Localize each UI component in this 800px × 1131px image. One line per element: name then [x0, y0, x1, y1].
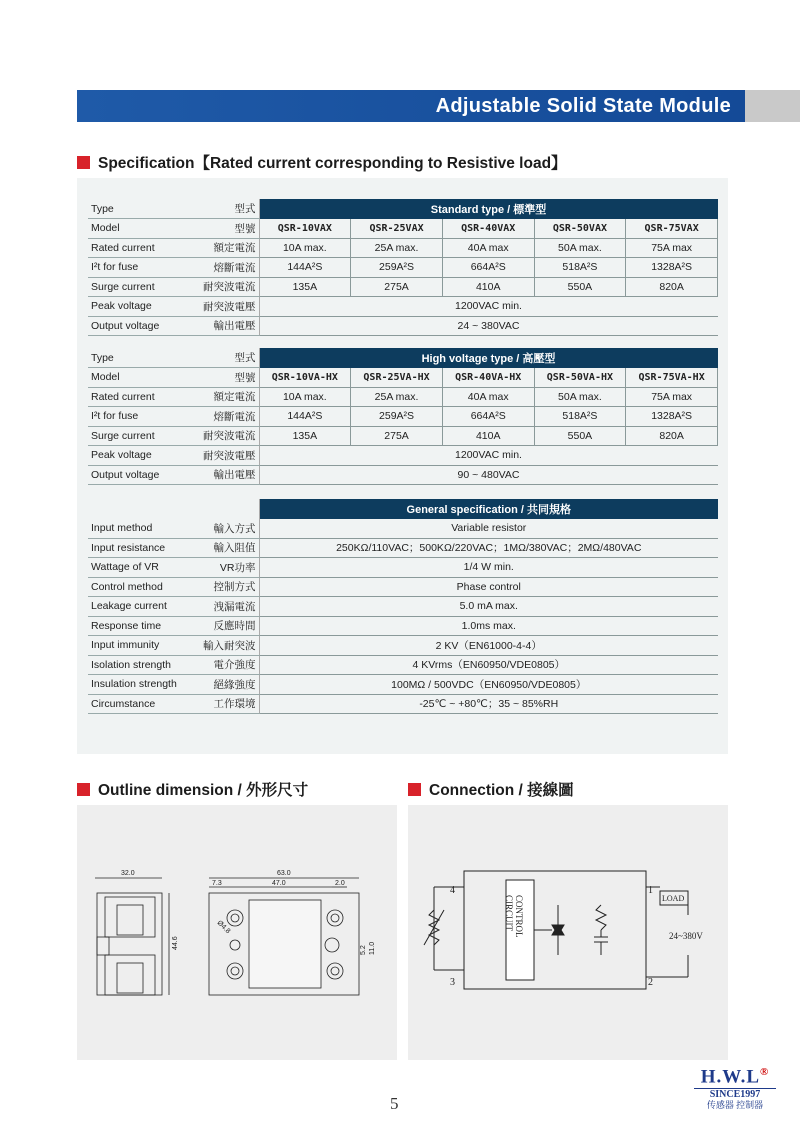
value-cell: 259A²S: [351, 407, 443, 427]
value-cell: 24 ~ 380VAC: [259, 316, 718, 336]
row-label-zh: 輸出電壓: [200, 316, 259, 336]
value-cell: 100MΩ / 500VDC（EN60950/VDE0805）: [259, 675, 718, 695]
table-row: [88, 577, 718, 597]
blank-cell: [88, 499, 200, 519]
value-cell: Phase control: [259, 577, 718, 597]
value-cell: 259A²S: [351, 258, 443, 278]
model-cell: QSR-50VAX: [534, 219, 626, 239]
connection-heading: [408, 778, 574, 800]
hwl-logo: [694, 1066, 776, 1110]
table-row: [88, 519, 718, 539]
logo-reg: ®: [760, 1066, 770, 1078]
banner-accent: [745, 90, 800, 122]
value-cell: 275A: [351, 426, 443, 446]
row-label-zh: 型式: [200, 348, 259, 368]
dim-edge: 2.0: [335, 880, 345, 887]
table-row: [88, 446, 718, 466]
row-label: Insulation strength: [88, 675, 200, 695]
table-row: [88, 258, 718, 278]
value-cell: 40A max: [442, 238, 534, 258]
dim-offset: 7.3: [212, 880, 222, 887]
standard-type-table: [88, 199, 718, 336]
value-cell: 820A: [626, 426, 718, 446]
value-cell: 664A²S: [442, 258, 534, 278]
red-square-icon: [77, 783, 90, 796]
terminal-3: 3: [450, 977, 455, 988]
value-cell: 1328A²S: [626, 407, 718, 427]
value-cell: 144A²S: [259, 258, 351, 278]
row-label: Peak voltage: [88, 446, 200, 466]
row-label: I²t for fuse: [88, 407, 200, 427]
value-cell: 1/4 W min.: [259, 558, 718, 578]
table-row: [88, 636, 718, 656]
table-row: [88, 616, 718, 636]
value-cell: 4 KVrms（EN60950/VDE0805）: [259, 655, 718, 675]
title-banner: [77, 90, 800, 122]
row-label-zh: 輸入方式: [200, 519, 259, 539]
terminal-2: 2: [648, 977, 653, 988]
row-label-zh: 絕緣強度: [200, 675, 259, 695]
control-label: CONTROL: [514, 895, 524, 938]
row-label-zh: 型式: [200, 199, 259, 219]
circuit-label: CIRCUIT: [504, 895, 514, 931]
row-label: Type: [88, 348, 200, 368]
value-cell: 550A: [534, 426, 626, 446]
row-label: Control method: [88, 577, 200, 597]
model-cell: QSR-75VA-HX: [626, 368, 718, 388]
value-cell: 1328A²S: [626, 258, 718, 278]
row-label-zh: 輸入阻值: [200, 538, 259, 558]
row-label: Model: [88, 219, 200, 239]
red-square-icon: [408, 783, 421, 796]
value-cell: Variable resistor: [259, 519, 718, 539]
voltage-label: 24~380V: [669, 931, 703, 941]
table-header: High voltage type / 高壓型: [259, 348, 718, 368]
row-label-zh: 洩漏電流: [200, 597, 259, 617]
red-square-icon: [77, 156, 90, 169]
model-cell: QSR-25VAX: [351, 219, 443, 239]
row-label-zh: 反應時間: [200, 616, 259, 636]
value-cell: 250KΩ/110VAC；500KΩ/220VAC；1MΩ/380VAC；2MΩ/480VAC: [259, 538, 718, 558]
row-label: Rated current: [88, 238, 200, 258]
dim-hole-spacing: 47.0: [272, 880, 286, 887]
row-label-zh: 控制方式: [200, 577, 259, 597]
row-label-zh: VR功率: [200, 558, 259, 578]
value-cell: 664A²S: [442, 407, 534, 427]
value-cell: 25A max.: [351, 387, 443, 407]
outline-heading-text: Outline dimension / 外形尺寸: [98, 782, 309, 799]
row-label: Circumstance: [88, 694, 200, 714]
row-label-zh: 電介強度: [200, 655, 259, 675]
row-label-zh: 耐突波電壓: [200, 446, 259, 466]
table-row: [88, 426, 718, 446]
logo-cn: 传感器 控制器: [706, 1100, 764, 1111]
row-label: Surge current: [88, 277, 200, 297]
value-cell: 410A: [442, 426, 534, 446]
row-label-zh: 型號: [200, 219, 259, 239]
model-cell: QSR-10VAX: [259, 219, 351, 239]
table-row: [88, 558, 718, 578]
dim-height: 44.6: [172, 936, 179, 950]
value-cell: 135A: [259, 426, 351, 446]
value-cell: -25℃ ~ +80℃；35 ~ 85%RH: [259, 694, 718, 714]
table-row: [88, 387, 718, 407]
row-label: Rated current: [88, 387, 200, 407]
value-cell: 1200VAC min.: [259, 297, 718, 317]
row-label: Input resistance: [88, 538, 200, 558]
row-label-zh: 耐突波電流: [200, 277, 259, 297]
dim-slot-2: 11.0: [369, 941, 376, 955]
value-cell: 5.0 mA max.: [259, 597, 718, 617]
model-cell: QSR-10VA-HX: [259, 368, 351, 388]
row-label-zh: 熔斷電流: [200, 407, 259, 427]
row-label-zh: 輸入耐突波: [200, 636, 259, 656]
logo-name: H.W.L: [700, 1066, 760, 1088]
value-cell: 10A max.: [259, 387, 351, 407]
terminal-1: 1: [648, 885, 653, 896]
value-cell: 518A²S: [534, 258, 626, 278]
row-label: Peak voltage: [88, 297, 200, 317]
value-cell: 10A max.: [259, 238, 351, 258]
table-row: [88, 675, 718, 695]
value-cell: 135A: [259, 277, 351, 297]
row-label-zh: 輸出電壓: [200, 465, 259, 485]
connection-heading-text: Connection / 接線圖: [429, 782, 574, 799]
value-cell: 144A²S: [259, 407, 351, 427]
row-label: Output voltage: [88, 316, 200, 336]
dim-hole: Ø4.8: [215, 919, 232, 936]
outline-heading: [77, 778, 308, 800]
general-spec-table: [88, 499, 718, 714]
table-row: [88, 694, 718, 714]
model-cell: QSR-25VA-HX: [351, 368, 443, 388]
row-label-zh: 額定電流: [200, 387, 259, 407]
terminal-4: 4: [450, 885, 455, 896]
dim-slot-1: 5.2: [360, 945, 367, 955]
table-row: [88, 407, 718, 427]
row-label-zh: 熔斷電流: [200, 258, 259, 278]
value-cell: 1.0ms max.: [259, 616, 718, 636]
table-row: [88, 238, 718, 258]
value-cell: 40A max: [442, 387, 534, 407]
table-row: [88, 655, 718, 675]
model-cell: QSR-50VA-HX: [534, 368, 626, 388]
value-cell: 75A max: [626, 238, 718, 258]
row-label: Leakage current: [88, 597, 200, 617]
value-cell: 50A max.: [534, 387, 626, 407]
value-cell: 75A max: [626, 387, 718, 407]
connection-panel: [408, 805, 728, 1060]
logo-since: SINCE1997: [694, 1088, 776, 1100]
row-label-zh: 工作環境: [200, 694, 259, 714]
row-label: Input method: [88, 519, 200, 539]
row-label: I²t for fuse: [88, 258, 200, 278]
row-label-zh: 額定電流: [200, 238, 259, 258]
row-label-zh: 耐突波電壓: [200, 297, 259, 317]
high-voltage-table: [88, 348, 718, 485]
value-cell: 25A max.: [351, 238, 443, 258]
table-row: [88, 316, 718, 336]
spec-heading: [77, 151, 567, 173]
table-row: [88, 277, 718, 297]
model-row: [88, 368, 718, 388]
type-row: [88, 199, 718, 219]
row-label: Input immunity: [88, 636, 200, 656]
table-row: [88, 597, 718, 617]
spec-heading-text: Specification【Rated current corresponding to Resistive load】: [98, 155, 567, 172]
row-label-zh: 耐突波電流: [200, 426, 259, 446]
value-cell: 518A²S: [534, 407, 626, 427]
value-cell: 410A: [442, 277, 534, 297]
table-header: Standard type / 標準型: [259, 199, 718, 219]
model-cell: QSR-40VAX: [442, 219, 534, 239]
row-label: Type: [88, 199, 200, 219]
value-cell: 1200VAC min.: [259, 446, 718, 466]
value-cell: 2 KV（EN61000-4-4）: [259, 636, 718, 656]
model-row: [88, 219, 718, 239]
row-label: Isolation strength: [88, 655, 200, 675]
row-label: Response time: [88, 616, 200, 636]
model-cell: QSR-40VA-HX: [442, 368, 534, 388]
model-cell: QSR-75VAX: [626, 219, 718, 239]
table-row: [88, 465, 718, 485]
table-row: [88, 538, 718, 558]
dim-side-width: 32.0: [121, 870, 135, 877]
outline-dimension-panel: [77, 805, 397, 1060]
table-row: [88, 297, 718, 317]
outline-drawing: [77, 805, 397, 1060]
type-row: [88, 348, 718, 368]
banner-title: Adjustable Solid State Module: [77, 90, 745, 122]
load-label: LOAD: [662, 894, 685, 903]
table-header: General specification / 共同規格: [259, 499, 718, 519]
row-label-zh: 型號: [200, 368, 259, 388]
value-cell: 90 ~ 480VAC: [259, 465, 718, 485]
connection-drawing: [408, 805, 728, 1060]
header-row: [88, 499, 718, 519]
page-number: 5: [390, 1094, 399, 1113]
dim-top-width: 63.0: [277, 870, 291, 877]
blank-cell: [200, 499, 259, 519]
row-label: Model: [88, 368, 200, 388]
value-cell: 275A: [351, 277, 443, 297]
row-label: Output voltage: [88, 465, 200, 485]
value-cell: 820A: [626, 277, 718, 297]
row-label: Wattage of VR: [88, 558, 200, 578]
value-cell: 550A: [534, 277, 626, 297]
value-cell: 50A max.: [534, 238, 626, 258]
row-label: Surge current: [88, 426, 200, 446]
